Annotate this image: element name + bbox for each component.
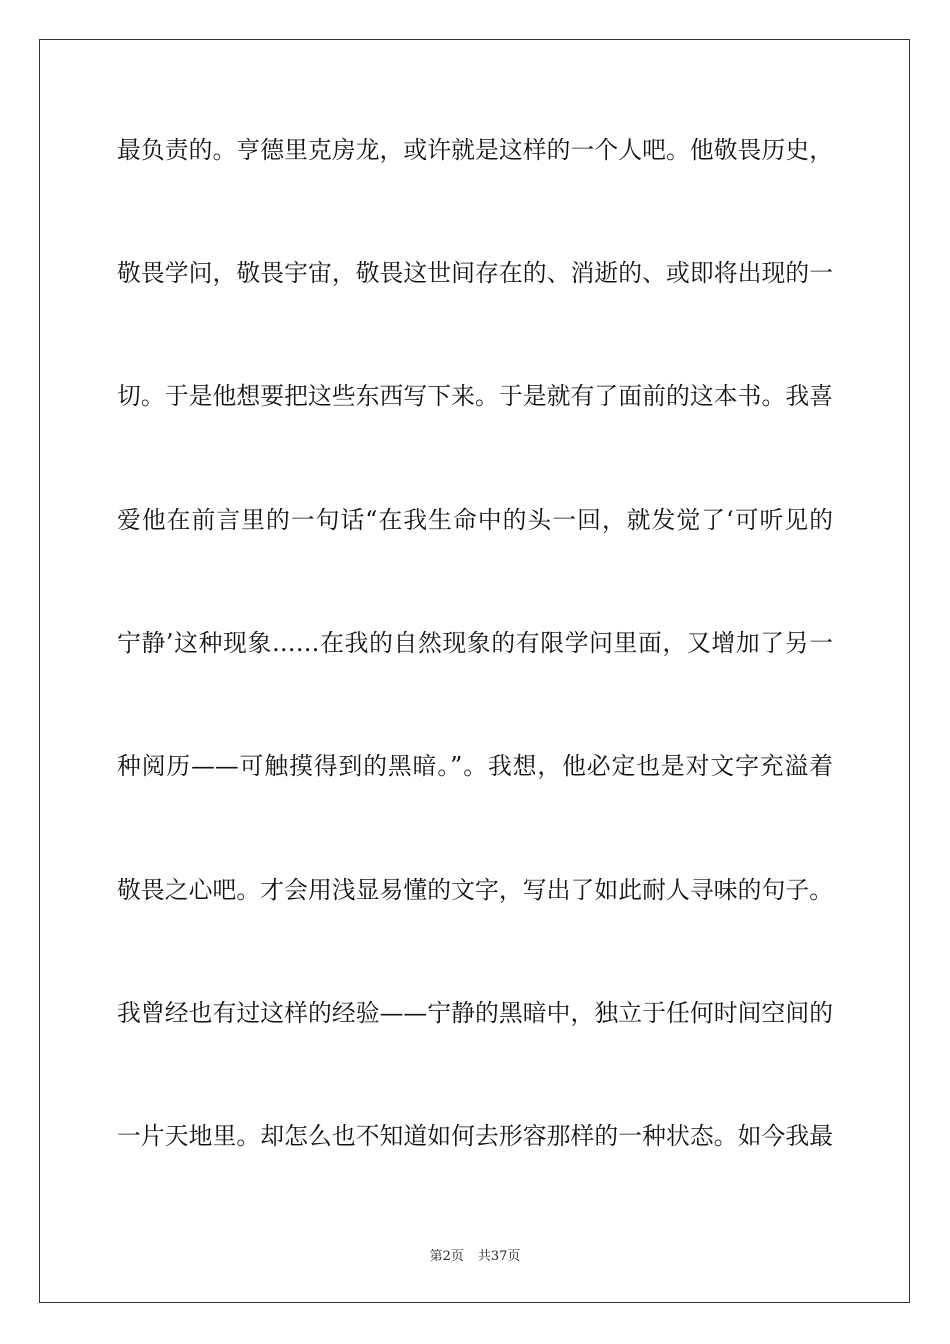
body-text-line: 敬畏之心吧。才会用浅显易懂的文字，写出了如此耐人寻味的句子。 <box>117 876 833 904</box>
body-text-line: 最负责的。亨德里克房龙，或许就是这样的一个人吧。他敬畏历史， <box>117 136 833 164</box>
body-text-line: 一片天地里。却怎么也不知道如何去形容那样的一种状态。如今我最 <box>117 1122 833 1150</box>
total-pages: 共37页 <box>477 1249 521 1264</box>
body-text-line: 我曾经也有过这样的经验——宁静的黑暗中，独立于任何时间空间的 <box>117 999 833 1027</box>
page-frame <box>39 39 910 1303</box>
page-footer <box>0 1248 950 1266</box>
body-text-line: 爱他在前言里的一句话“在我生命中的头一回，就发觉了‘可听见的 <box>117 506 833 534</box>
body-text-line: 宁静’这种现象……在我的自然现象的有限学问里面，又增加了另一 <box>117 629 833 657</box>
page-number: 第2页 <box>429 1249 464 1264</box>
body-text-line: 敬畏学问，敬畏宇宙，敬畏这世间存在的、消逝的、或即将出现的一 <box>117 259 833 287</box>
body-text-line: 种阅历——可触摸得到的黑暗。”。我想，他必定也是对文字充溢着 <box>117 752 833 780</box>
body-text-line: 切。于是他想要把这些东西写下来。于是就有了面前的这本书。我喜 <box>117 382 833 410</box>
